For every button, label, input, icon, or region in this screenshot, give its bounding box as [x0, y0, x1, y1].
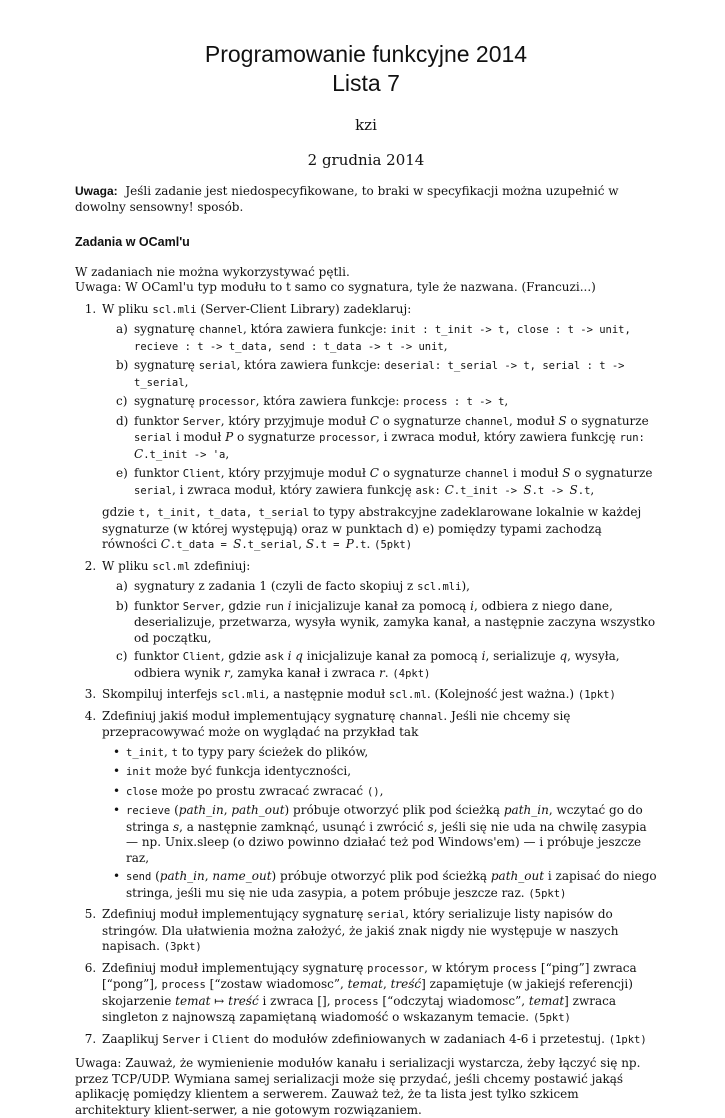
text: i moduł: [509, 466, 563, 480]
task-1a: [116, 322, 657, 355]
math: S: [562, 466, 571, 480]
text: (: [170, 803, 179, 817]
text: , i zwraca moduł, który zawiera funkcję: [376, 430, 620, 444]
code: processor: [367, 962, 425, 975]
code: .t_serial: [241, 539, 299, 551]
text: funktor: [134, 598, 183, 613]
text: Zdefiniuj jakiś moduł implementujący sygnaturę: [102, 708, 400, 723]
item-label: a): [116, 322, 128, 336]
section-title: Zadania w OCaml'u: [75, 235, 190, 249]
task-3: [100, 687, 657, 704]
text: ) próbuje otworzyć plik pod ścieżką: [271, 869, 491, 883]
text: , w którym: [424, 960, 493, 975]
code: processor: [198, 396, 256, 408]
text: ,: [443, 338, 448, 353]
task-1d: [116, 414, 657, 464]
item-label: b): [116, 358, 129, 372]
text: może być funkcja identyczności,: [151, 764, 352, 778]
text: sygnaturę: [134, 358, 199, 372]
code: scl.mli: [152, 303, 197, 316]
text: , wysyła, odbiera wynik: [134, 649, 620, 680]
code: init : t_init -> t, close : t -> unit, recieve : t -> t_data, send : t_data -> t -> unit: [134, 324, 631, 353]
task-1-remark: [102, 505, 657, 554]
intro-line-2: Uwaga: W OCaml'u typ modułu to t samo co sygnatura, tyle że nazwana. (Francuzi...): [75, 280, 596, 294]
text: Skompiluj interfejs: [102, 687, 222, 701]
code: deserial: t_serial -> t, serial : t -> t_serial: [134, 360, 625, 389]
final-note: Uwaga: Zauważ, że wymienienie modułów kanału i serializacji wystarcza, żeby łączyć się np. przez TCP/UDP. Wymiana samej serializacji może się przydać, jeśli chcemy postawić jakąś aplikację pomiędzy klientem a serwerem. Zauważ też, że ta lista jest tylko szkicem architektury klient-serwer, a nie gotowym rozwiązaniem.: [75, 1056, 641, 1117]
text: Zdefiniuj moduł implementujący sygnaturę: [102, 960, 368, 975]
text: ) próbuje otworzyć plik pod ścieżką: [284, 803, 504, 817]
code: .t: [353, 539, 367, 551]
text: o sygnaturze: [566, 413, 649, 428]
math: S: [523, 482, 532, 497]
text: [“odczytaj wiadomosc”,: [378, 993, 529, 1008]
document-title: [75, 40, 657, 98]
general-note: [75, 184, 657, 215]
code: scl.mli: [417, 581, 462, 593]
math: S: [305, 537, 315, 551]
points: (4pkt): [392, 667, 431, 680]
points: (5pkt): [528, 887, 567, 900]
text: , który serializuje listy napisów do stringów. Dla ułatwienia można założyć, że jakiś znak nigdy nie występuje w naszych napisach.: [102, 907, 619, 953]
code: scl.ml: [152, 560, 191, 573]
code: recieve: [126, 805, 171, 817]
math: path_in: [503, 803, 549, 817]
task-1: [100, 302, 657, 554]
math: P: [225, 430, 234, 444]
intro: [75, 265, 657, 296]
code: ask: [264, 651, 284, 663]
code: processor: [319, 432, 376, 444]
text: o sygnaturze: [378, 466, 465, 480]
task-5: [100, 907, 657, 956]
code: run: [264, 600, 284, 613]
note-label: Uwaga:: [75, 184, 118, 198]
text: i zapisać do niego stringa, jeśli mu się nie uda zasypia, a potem próbuje jeszcze raz.: [126, 869, 657, 900]
task-2-subitems: [102, 579, 657, 682]
text: to typy pary ścieżek do plików,: [177, 744, 369, 759]
math: path_in: [159, 869, 205, 883]
math: treść: [390, 977, 422, 991]
text: sygnaturę: [134, 322, 199, 336]
math: C: [160, 537, 170, 551]
math: S: [569, 482, 578, 497]
math: path_in: [178, 803, 224, 817]
math: path_out: [231, 803, 285, 817]
title-line-1: Programowanie funkcyjne 2014: [204, 41, 528, 67]
code: process: [492, 962, 538, 975]
text: ,: [184, 374, 189, 389]
text: ,: [225, 446, 230, 461]
text: ] zwraca singleton z najnowszą zapamiętaną wiadomość o wskazanym temacie.: [102, 993, 617, 1024]
text: ] zapamiętuje (w jakiejś referencji) skojarzenie: [102, 977, 633, 1008]
text: W pliku: [102, 301, 153, 316]
task-1-subitems: [102, 322, 657, 499]
text: sygnaturę: [134, 394, 199, 408]
math: temat: [175, 993, 211, 1008]
text: , i zwraca moduł, który zawiera funkcję: [171, 482, 416, 497]
code: Server: [182, 415, 221, 428]
task-7: [100, 1032, 657, 1049]
math: C: [134, 446, 144, 461]
code: Client: [182, 651, 221, 663]
code: (): [366, 785, 380, 798]
code: init: [126, 766, 152, 778]
math: S: [558, 413, 567, 428]
bullet-item: [126, 745, 657, 762]
task-4: [100, 709, 657, 903]
task-1b: [116, 358, 657, 391]
text: , który przyjmuje moduł: [220, 466, 370, 480]
text: , zamyka kanał i zwraca: [229, 665, 380, 680]
code: send: [126, 871, 152, 883]
math: treść: [228, 993, 259, 1008]
task-2a: [116, 579, 657, 596]
text: (Server-Client Library) zadeklaruj:: [196, 301, 412, 316]
text: . (Kolejność jest ważna.): [426, 687, 578, 701]
text: [“ping”] zwraca [“pong”],: [102, 960, 637, 991]
text: ,: [379, 783, 384, 798]
text: funktor: [134, 649, 183, 663]
math: r: [379, 665, 385, 680]
item-label: a): [116, 579, 128, 593]
text: [“zostaw wiadomosc”,: [205, 977, 348, 991]
code: process: [334, 995, 379, 1008]
bullet-item: [126, 784, 657, 801]
math: r: [223, 665, 230, 680]
code: t: [171, 746, 178, 759]
text: , jeśli się nie uda na chwilę zasypia — np. Unix.sleep (o dziwo powinno działać też pod Windows'em) — i próbuje jeszcze raz,: [126, 819, 647, 865]
text: , która zawiera funkcje:: [236, 358, 385, 372]
item-label: c): [116, 394, 128, 408]
math: name_out: [212, 869, 272, 883]
math: i q: [283, 649, 303, 663]
text: ,: [223, 803, 232, 817]
code: t, t_init, t_data, t_serial: [138, 507, 310, 519]
text: , wczytać go do stringa: [126, 803, 643, 834]
math: S: [233, 537, 242, 551]
math: C: [440, 482, 454, 497]
math: temat: [347, 977, 383, 991]
item-label: c): [116, 649, 128, 663]
task-2c: [116, 649, 657, 682]
item-label: b): [116, 598, 129, 613]
code: serial: [367, 909, 406, 921]
code: process: [161, 979, 206, 991]
text: ↦: [210, 993, 229, 1008]
code: channel: [464, 415, 510, 428]
author: kzi: [355, 116, 377, 134]
code: serial: [198, 360, 237, 372]
points: (5pkt): [374, 539, 413, 551]
text: ,: [204, 869, 213, 883]
text: funktor: [134, 413, 183, 428]
text: może po prostu zwracać zwracać: [157, 783, 367, 798]
bullet-item: [126, 869, 657, 902]
task-1e: [116, 466, 657, 499]
intro-line-1: W zadaniach nie można wykorzystywać pętli.: [75, 264, 350, 279]
code: serial: [134, 484, 172, 497]
math: C: [369, 466, 379, 480]
note-text: Jeśli zadanie jest niedospecyfikowane, to braki w specyfikacji można uzupełnić w dowolny sensowny! sposób.: [75, 184, 619, 214]
text: o sygnaturze: [233, 430, 320, 444]
math: P: [345, 537, 354, 551]
task-list: [75, 302, 657, 1049]
code: .t ->: [531, 484, 570, 497]
code: .t_data =: [169, 539, 234, 551]
code: channel: [464, 468, 510, 480]
code: Server: [162, 1033, 201, 1046]
code: .t_init -> 'a: [143, 448, 226, 461]
text: inicjalizuje kanał za pomocą: [302, 649, 482, 663]
task-2b: [116, 599, 657, 647]
text: .: [384, 665, 393, 680]
math: s: [172, 819, 180, 834]
math: i: [283, 598, 292, 613]
text: Zdefiniuj moduł implementujący sygnaturę: [102, 907, 368, 921]
math: C: [369, 413, 379, 428]
text: ,: [504, 394, 509, 408]
text: ),: [461, 579, 470, 593]
math: q: [559, 649, 568, 663]
code: channal: [399, 710, 444, 723]
math: temat: [528, 993, 565, 1008]
bullet-item: [126, 764, 657, 781]
text: , odbiera z niego dane, deserializuje, przetwarza, wysyła wynik, zamyka kanał, a następnie zaczyna wszystko od początku,: [134, 598, 656, 645]
code: scl.ml: [388, 689, 427, 701]
code: Client: [182, 468, 221, 480]
points: (3pkt): [163, 941, 202, 953]
code: Client: [211, 1033, 250, 1046]
document-page: [75, 40, 657, 1118]
text: , gdzie: [220, 598, 265, 613]
text: , a następnie moduł: [265, 687, 389, 701]
text: inicjalizuje kanał za pomocą: [291, 598, 471, 613]
text: , a następnie zamknąć, usunąć i zwrócić: [179, 819, 428, 834]
text: ,: [590, 482, 595, 497]
date: 2 grudnia 2014: [307, 150, 425, 169]
text: , moduł: [509, 413, 559, 428]
text: , który przyjmuje moduł: [220, 413, 370, 428]
task-6: [100, 961, 657, 1027]
text: i: [200, 1031, 212, 1046]
text: ,: [298, 537, 306, 551]
text: o sygnaturze: [570, 466, 653, 480]
math: path_out: [490, 869, 545, 883]
math: s: [427, 819, 434, 834]
text: sygnatury z zadania 1 (czyli de facto skopiuj z: [134, 579, 418, 593]
text: , serializuje: [485, 649, 560, 663]
code: Server: [182, 600, 221, 613]
text: , która zawiera funkcje:: [242, 322, 391, 336]
code: run:: [619, 432, 645, 444]
text: ,: [382, 977, 391, 991]
code: close: [126, 785, 158, 798]
points: (5pkt): [532, 1012, 571, 1024]
code: scl.mli: [221, 689, 266, 701]
points: (1pkt): [608, 1033, 647, 1046]
item-label: d): [116, 413, 129, 428]
text: .: [366, 537, 375, 551]
task-2: [100, 559, 657, 683]
text: ,: [163, 744, 172, 759]
code: channel: [198, 324, 243, 336]
text: gdzie: [102, 505, 139, 519]
text: , gdzie: [220, 649, 265, 663]
code: serial: [134, 432, 172, 444]
task-1c: [116, 394, 657, 411]
points: (1pkt): [577, 689, 616, 701]
code: ask:: [415, 484, 441, 497]
math: i: [470, 598, 474, 613]
text: i moduł: [171, 430, 226, 444]
item-label: e): [116, 466, 128, 480]
text: zdefiniuj:: [190, 558, 251, 573]
text: to typy abstrakcyjne zadeklarowane lokalnie w każdej sygnaturze (w której występują) oraz w punktach d) e) pomiędzy typami zachodzą równości: [102, 505, 642, 551]
text: W pliku: [102, 558, 153, 573]
text: i zwraca [],: [258, 993, 335, 1008]
text: Zaaplikuj: [102, 1031, 163, 1046]
text: , która zawiera funkcje:: [255, 394, 404, 408]
bullet-item: [126, 803, 657, 866]
code: .t: [577, 484, 591, 497]
task-4-bullets: [102, 745, 657, 903]
text: funktor: [134, 466, 183, 480]
text: . Jeśli nie chcemy się przepracowywać może on wyglądać na przykład tak: [102, 708, 571, 739]
title-line-2: Lista 7: [332, 70, 400, 96]
math: i: [481, 649, 486, 663]
text: o sygnaturze: [378, 413, 465, 428]
code: t_init: [126, 746, 164, 759]
text: do modułów zdefiniowanych w zadaniach 4-6 i przetestuj.: [249, 1031, 609, 1046]
code: .t =: [314, 539, 346, 551]
code: process : t -> t: [403, 396, 505, 408]
code: .t_init ->: [453, 484, 524, 497]
text: (: [151, 869, 160, 883]
